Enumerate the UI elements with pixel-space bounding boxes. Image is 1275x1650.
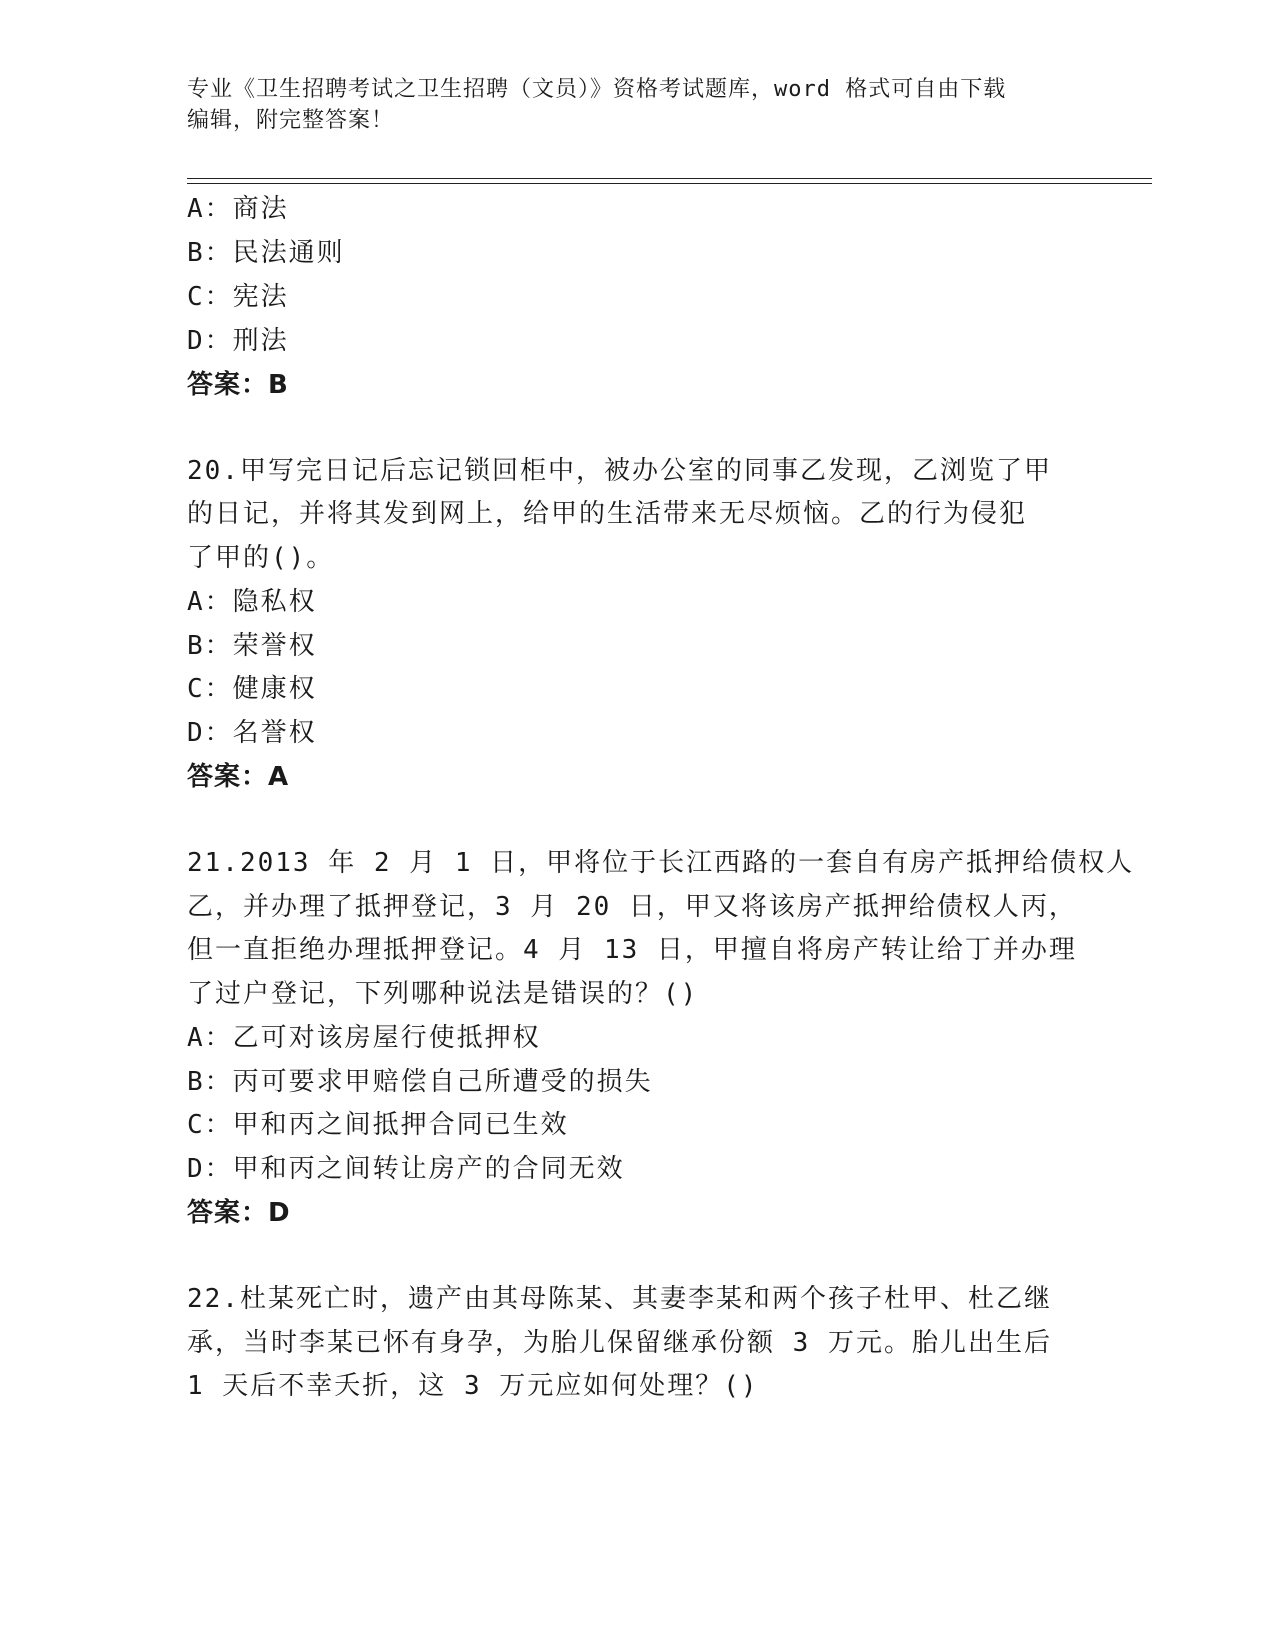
q21-option-c: C：甲和丙之间抵押合同已生效 — [187, 1110, 569, 1140]
q22-stem-line-1: 22.杜某死亡时，遗产由其母陈某、其妻李某和两个孩子杜甲、杜乙继 — [187, 1284, 1052, 1314]
header-line-2: 编辑，附完整答案！ — [187, 108, 395, 133]
q20-stem-line-2: 的日记，并将其发到网上，给甲的生活带来无尽烦恼。乙的行为侵犯 — [187, 499, 1028, 529]
q19-option-c: C：宪法 — [187, 282, 289, 312]
q20-option-c: C：健康权 — [187, 674, 317, 704]
q21-stem-line-4: 了过户登记，下列哪种说法是错误的？() — [187, 979, 699, 1009]
q21-stem-line-2: 乙，并办理了抵押登记，3 月 20 日，甲又将该房产抵押给债权人丙， — [187, 892, 1077, 922]
q21-option-d: D：甲和丙之间转让房产的合同无效 — [187, 1154, 625, 1184]
header-divider-top — [187, 178, 1152, 179]
q20-option-a: A：隐私权 — [187, 587, 317, 617]
q19-option-d: D：刑法 — [187, 326, 289, 356]
q20-option-b: B：荣誉权 — [187, 631, 317, 661]
q21-stem-line-3: 但一直拒绝办理抵押登记。4 月 13 日，甲擅自将房产转让给丁并办理 — [187, 935, 1077, 965]
q19-answer: 答案：B — [187, 370, 289, 400]
q20-stem-line-1: 20.甲写完日记后忘记锁回柜中，被办公室的同事乙发现，乙浏览了甲 — [187, 456, 1052, 486]
q21-option-b: B：丙可要求甲赔偿自己所遭受的损失 — [187, 1067, 653, 1097]
q21-stem-line-1: 21.2013 年 2 月 1 日，甲将位于长江西路的一套自有房产抵押给债权人 — [187, 848, 1135, 878]
document-header — [187, 74, 1067, 136]
q22-stem-line-2: 承，当时李某已怀有身孕，为胎儿保留继承份额 3 万元。胎儿出生后 — [187, 1328, 1052, 1358]
header-divider-bottom — [187, 183, 1152, 184]
q19-option-a: A：商法 — [187, 194, 289, 224]
q22-stem-line-3: 1 天后不幸夭折，这 3 万元应如何处理？() — [187, 1371, 759, 1401]
q21-option-a: A：乙可对该房屋行使抵押权 — [187, 1023, 541, 1053]
header-line-1: 专业《卫生招聘考试之卫生招聘（文员）》资格考试题库，word 格式可自由下载 — [187, 77, 1007, 102]
q20-stem-line-3: 了甲的()。 — [187, 543, 335, 573]
q20-answer: 答案：A — [187, 762, 290, 792]
q19-option-b: B：民法通则 — [187, 238, 345, 268]
q21-answer: 答案：D — [187, 1198, 291, 1228]
q20-option-d: D：名誉权 — [187, 718, 317, 748]
